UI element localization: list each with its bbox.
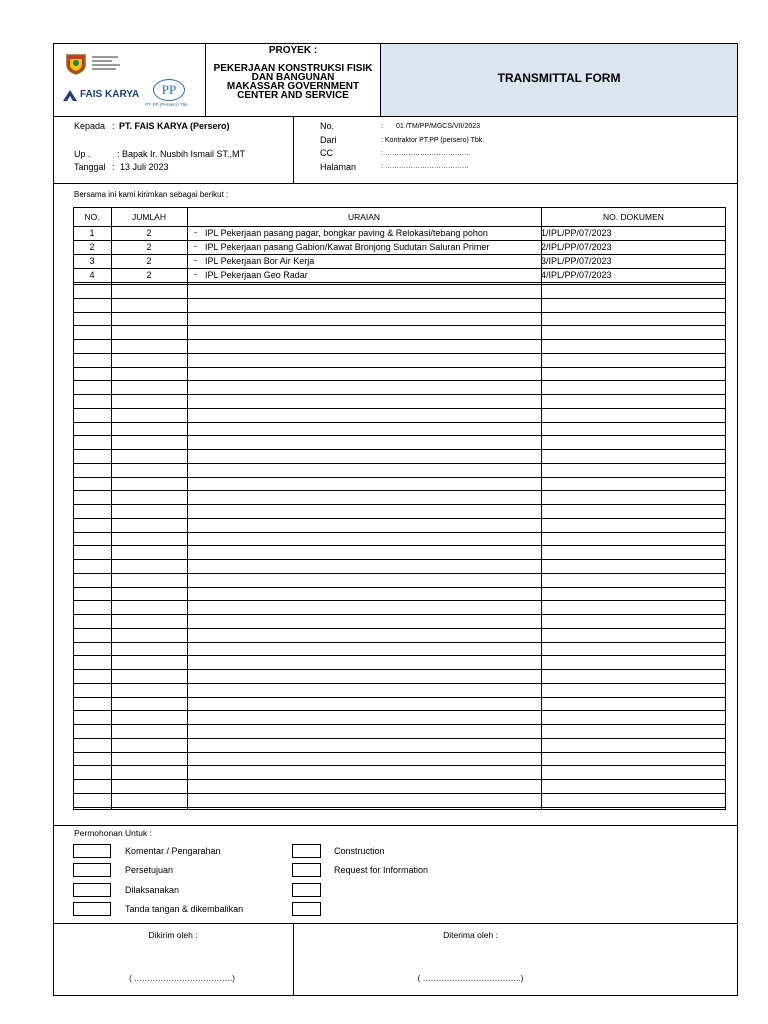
checkbox-komentar[interactable] bbox=[73, 844, 111, 858]
cc-value: : ……………………………… bbox=[381, 150, 469, 157]
cell-dokumen: 4/IPL/PP/07/2023 bbox=[541, 270, 612, 280]
cell-no: 3 bbox=[89, 256, 95, 266]
table-row-line bbox=[73, 490, 726, 491]
no-colon: : bbox=[381, 123, 383, 130]
table-row-line bbox=[73, 518, 726, 519]
table-row-line bbox=[73, 738, 726, 739]
table-row-line bbox=[73, 669, 726, 670]
option-construction: Construction bbox=[334, 846, 385, 856]
tanggal-value: 13 Juli 2023 bbox=[120, 162, 169, 172]
table-row-line bbox=[73, 559, 726, 560]
halaman-label: Halaman bbox=[320, 162, 357, 172]
kepada-value: PT. FAIS KARYA (Persero) bbox=[119, 121, 230, 131]
checkbox-persetujuan[interactable] bbox=[73, 863, 111, 877]
table-row-line bbox=[73, 477, 726, 478]
col-header-uraian: URAIAN bbox=[347, 212, 381, 222]
table-row-line bbox=[73, 367, 726, 368]
pp-logo-icon: PP bbox=[153, 79, 185, 101]
sent-by-label: Dikirim oleh : bbox=[148, 930, 198, 940]
no-label: No. bbox=[320, 121, 335, 131]
table-row-line bbox=[73, 573, 726, 574]
intro-text: Bersama ini kami kirimkan sebagai berikut : bbox=[74, 190, 229, 199]
proyek-label: PROYEK : bbox=[268, 45, 318, 56]
up-value: : Bapak Ir. Nusbih Ismail ST.,MT bbox=[117, 149, 246, 159]
info-divider bbox=[53, 183, 738, 184]
cell-uraian: IPL Pekerjaan pasang pagar, bongkar paving & Relokasi/tebang pohon bbox=[205, 228, 488, 238]
form-title: TRANSMITTAL FORM bbox=[497, 71, 621, 85]
project-line-4: CENTER AND SERVICE bbox=[237, 90, 349, 101]
table-row-line bbox=[73, 807, 726, 808]
fais-karya-logo-icon bbox=[62, 88, 78, 102]
cell-no: 2 bbox=[89, 242, 95, 252]
option-persetujuan: Persetujuan bbox=[125, 865, 174, 875]
table-row-line bbox=[73, 298, 726, 299]
table-row-line bbox=[73, 254, 726, 255]
option-dilaksanakan: Dilaksanakan bbox=[125, 885, 180, 895]
table-row-line bbox=[73, 282, 726, 283]
col-header-dokumen: NO. DOKUMEN bbox=[603, 212, 664, 222]
halaman-value: : ……………………………… bbox=[381, 163, 469, 170]
col-header-jumlah: JUMLAH bbox=[131, 212, 166, 222]
dari-label: Dari bbox=[320, 135, 337, 145]
cell-jumlah: 2 bbox=[146, 228, 152, 238]
checkbox-dilaksanakan[interactable] bbox=[73, 883, 111, 897]
received-by-blank: ( ……………………………….) bbox=[417, 974, 524, 983]
received-by-label: Diterima oleh : bbox=[443, 930, 498, 940]
table-row-line bbox=[73, 284, 726, 285]
option-tanda-tangan: Tanda tangan & dikembalikan bbox=[125, 904, 244, 914]
table-row-line bbox=[73, 226, 726, 227]
table-row-line bbox=[73, 435, 726, 436]
bullet-dash: - bbox=[194, 227, 197, 237]
table-row-line bbox=[73, 752, 726, 753]
table-row-line bbox=[73, 339, 726, 340]
bullet-dash: - bbox=[194, 241, 197, 251]
kepada-label: Kepada bbox=[74, 121, 106, 131]
header-divider bbox=[53, 116, 738, 117]
table-row-line bbox=[73, 422, 726, 423]
col-divider-3 bbox=[541, 207, 542, 810]
cell-dokumen: 2/IPL/PP/07/2023 bbox=[541, 242, 612, 252]
up-label: Up . bbox=[74, 149, 91, 159]
cc-label: CC bbox=[320, 148, 333, 158]
table-row-line bbox=[73, 614, 726, 615]
table-row-line bbox=[73, 380, 726, 381]
cell-uraian: IPL Pekerjaan pasang Gabion/Kawat Bronjong Sudutan Saluran Primer bbox=[205, 242, 490, 252]
stray-underline bbox=[205, 325, 530, 326]
signature-divider bbox=[53, 923, 738, 924]
project-line-2: DAN BANGUNAN bbox=[251, 72, 335, 83]
option-rfi: Request for Information bbox=[334, 865, 429, 875]
table-row-line bbox=[73, 683, 726, 684]
table-row-line bbox=[73, 779, 726, 780]
cell-no: 4 bbox=[89, 270, 95, 280]
table-row-line bbox=[73, 312, 726, 313]
checkbox-construction[interactable] bbox=[292, 844, 321, 858]
checkbox-blank-1[interactable] bbox=[292, 883, 321, 897]
table-row-line bbox=[73, 724, 726, 725]
col-divider-1 bbox=[111, 207, 112, 810]
table-row-line bbox=[73, 353, 726, 354]
table-row-line bbox=[73, 504, 726, 505]
cell-jumlah: 2 bbox=[146, 270, 152, 280]
col-divider-2 bbox=[187, 207, 188, 810]
table-row-line bbox=[73, 532, 726, 533]
table-row-line bbox=[73, 587, 726, 588]
table-row-line bbox=[73, 628, 726, 629]
table-row-line bbox=[73, 642, 726, 643]
checkbox-blank-2[interactable] bbox=[292, 902, 321, 916]
info-vline bbox=[293, 116, 294, 183]
cell-dokumen: 3/IPL/PP/07/2023 bbox=[541, 256, 612, 266]
table-row-line bbox=[73, 710, 726, 711]
table-row-line bbox=[73, 545, 726, 546]
bullet-dash: - bbox=[194, 255, 197, 265]
table-row-line bbox=[73, 655, 726, 656]
tanggal-label: Tanggal bbox=[74, 162, 106, 172]
emblem-caption bbox=[92, 54, 132, 72]
pp-logo-caption: PT. PP (Persero) Tbk. bbox=[145, 102, 189, 107]
table-row-line bbox=[73, 240, 726, 241]
request-label: Permohonan Untuk : bbox=[74, 828, 152, 838]
table-row-line bbox=[73, 600, 726, 601]
project-line-1: PEKERJAAN KONSTRUKSI FISIK bbox=[213, 63, 373, 74]
table-row-line bbox=[73, 463, 726, 464]
table-row-line bbox=[73, 765, 726, 766]
dari-value: : Kontraktor PT.PP (persero) Tbk. bbox=[381, 137, 485, 144]
option-komentar: Komentar / Pengarahan bbox=[125, 846, 221, 856]
table-row-line bbox=[73, 394, 726, 395]
cell-uraian: IPL Pekerjaan Bor Air Kerja bbox=[205, 256, 315, 266]
cell-jumlah: 2 bbox=[146, 242, 152, 252]
cell-jumlah: 2 bbox=[146, 256, 152, 266]
city-emblem-icon bbox=[64, 51, 88, 75]
fais-karya-logo-text: FAIS KARYA bbox=[80, 89, 140, 100]
checkbox-tanda-tangan[interactable] bbox=[73, 902, 111, 916]
request-divider bbox=[53, 825, 738, 826]
table-row-line bbox=[73, 449, 726, 450]
cell-dokumen: 1/IPL/PP/07/2023 bbox=[541, 228, 612, 238]
table-row-line bbox=[73, 697, 726, 698]
project-line-3: MAKASSAR GOVERNMENT bbox=[226, 81, 360, 92]
kepada-colon: : bbox=[112, 121, 115, 131]
bullet-dash: - bbox=[194, 269, 197, 279]
table-row-line bbox=[73, 793, 726, 794]
sent-by-blank: ( ……………………………….) bbox=[129, 974, 235, 983]
no-value: 01 /TM/PP/MGCS/VII/2023 bbox=[396, 123, 481, 130]
table-row-line bbox=[73, 408, 726, 409]
table-row-line bbox=[73, 268, 726, 269]
cell-uraian: IPL Pekerjaan Geo Radar bbox=[205, 270, 308, 280]
cell-no: 1 bbox=[89, 228, 95, 238]
checkbox-rfi[interactable] bbox=[292, 863, 321, 877]
col-header-no: NO. bbox=[84, 212, 100, 222]
tanggal-colon: : bbox=[112, 162, 115, 172]
